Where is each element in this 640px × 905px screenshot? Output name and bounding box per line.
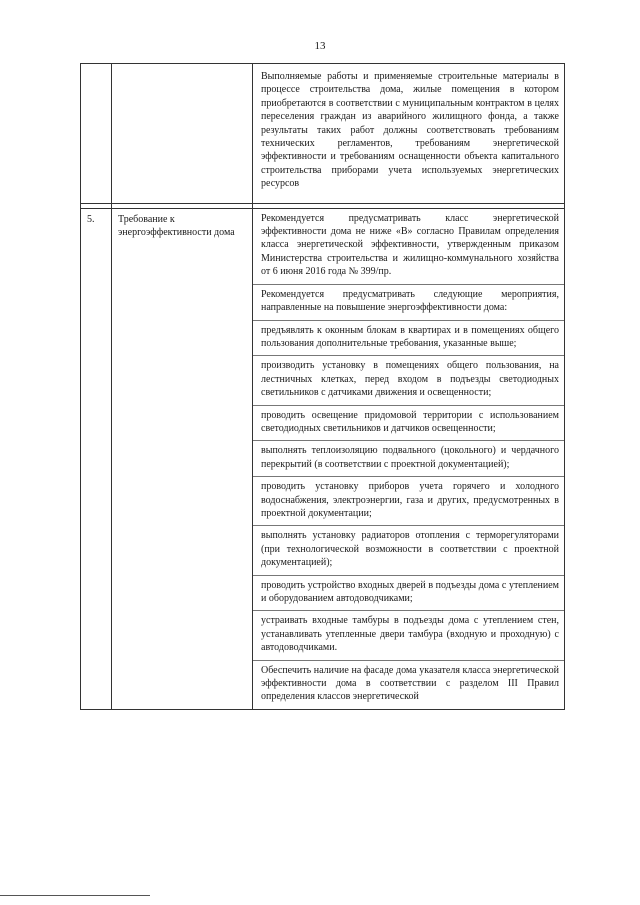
paragraph: проводить устройство входных дверей в подъезды дома с утеплением и оборудованием автодоводчиками;: [253, 576, 564, 612]
table-row: [81, 64, 565, 204]
paragraph: Выполняемые работы и применяемые строительные материалы в процессе строительства дома, жилые помещения в котором приобретаются в соответствии с муниципальным контрактом в целях переселения граждан из аварийного жилищного фонда, а также результаты таких работ должны соответствовать требованиям технических регламентов, требованиям энергетической эффективности и требованиям оснащенности объекта капитального строительства приборами учета используемых энергетических ресурсов: [261, 71, 559, 190]
page-number: 13: [314, 40, 326, 52]
row-text-cell: [253, 64, 565, 204]
paragraph: устраивать входные тамбуры в подъезды дома с утеплением стен, устанавливать утепленные двери тамбура (входную и проходную) с автодоводчиками.: [253, 611, 564, 660]
row-name-cell: [112, 64, 253, 204]
row-name: Требование к энергоэффективности дома: [118, 213, 235, 238]
row-number: 5.: [87, 213, 95, 225]
requirements-table: [80, 63, 565, 710]
paragraph: Рекомендуется предусматривать класс энергетической эффективности дома не ниже «В» согласно Правилам определения класса энергетической эффективности, утвержденным приказом Министерства строительства и жилищно-коммунального хозяйства от 6 июня 2016 года № 399/пр.: [253, 209, 564, 285]
row-text-cell: [253, 208, 565, 709]
row-name: [112, 64, 252, 72]
paragraph: Рекомендуется предусматривать следующие мероприятия, направленные на повышение энергоэффективности дома:: [253, 285, 564, 321]
paragraph: предъявлять к оконным блокам в квартирах и в помещениях общего пользования дополнительные требования, указанные выше;: [253, 321, 564, 357]
paragraph: производить установку в помещениях общего пользования, на лестничных клетках, перед входом в подъезды светодиодных светильников с датчиками движения и освещенности;: [253, 356, 564, 405]
row-number-cell: [81, 64, 112, 204]
paragraph: проводить освещение придомовой территории с использованием светодиодных светильников и датчиков освещенности;: [253, 406, 564, 442]
paragraph: выполнять теплоизоляцию подвального (цокольного) и чердачного перекрытий (в соответствии с проектной документацией);: [253, 441, 564, 477]
row-number: [81, 64, 111, 72]
footer-rule: [0, 895, 150, 896]
paragraph: выполнять установку радиаторов отопления с терморегуляторами (при технологической возможности в соответствии с проектной документацией);: [253, 526, 564, 575]
paragraph: Обеспечить наличие на фасаде дома указателя класса энергетической эффективности дома в соответствии с разделом III Правил определения классов энергетической: [261, 664, 559, 703]
row-number-cell: [81, 208, 112, 709]
row-name-cell: [112, 208, 253, 709]
table-row: [81, 208, 565, 709]
paragraph: проводить установку приборов учета горячего и холодного водоснабжения, электроэнергии, газа и других, предусмотренных в проектной документации;: [253, 477, 564, 526]
